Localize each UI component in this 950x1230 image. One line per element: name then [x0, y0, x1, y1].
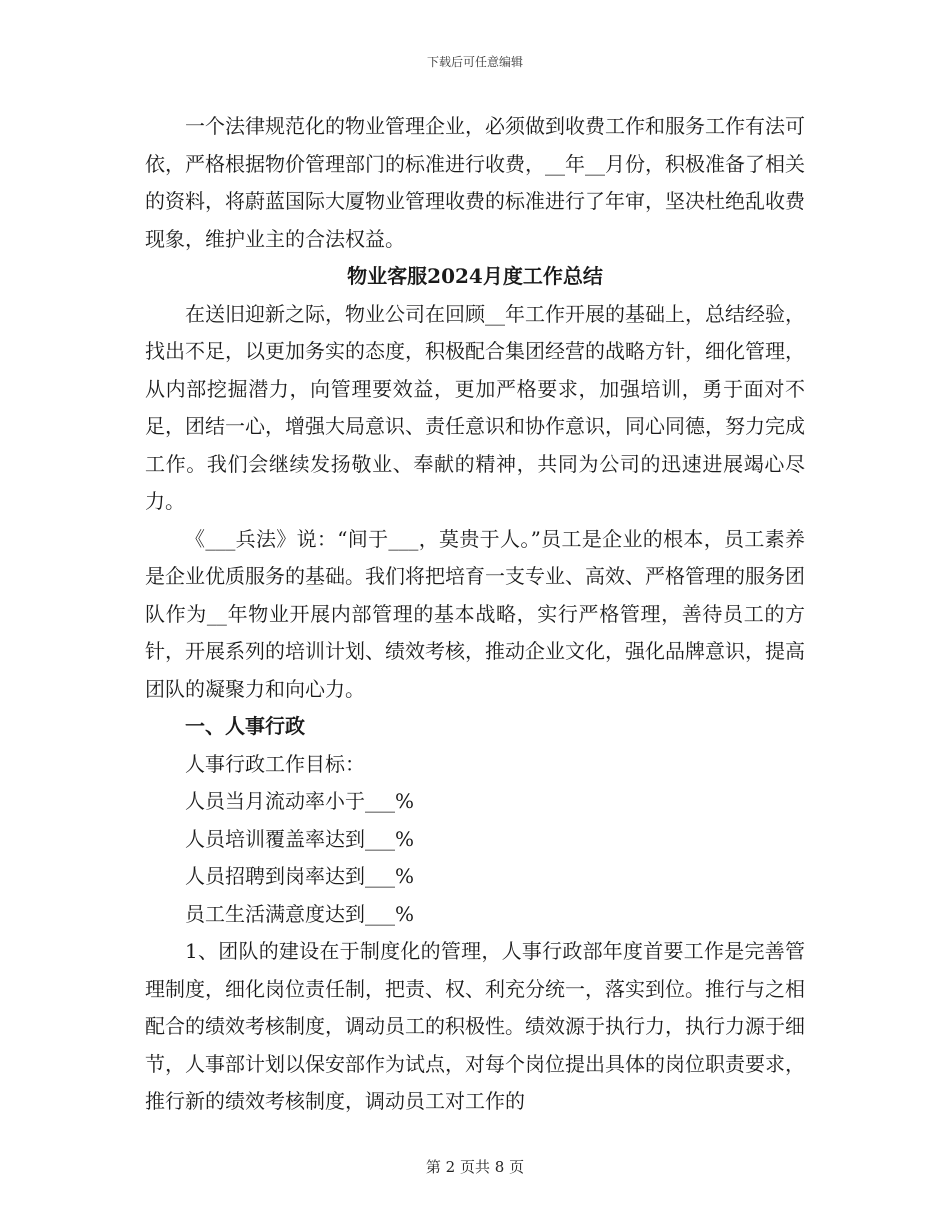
- goal-item: 人员当月流动率小于___%: [185, 789, 415, 813]
- paragraph-team-building: 1、团队的建设在于制度化的管理，人事行政部年度首要工作是完善管理制度，细化岗位责任制，把责、权、利充分统一，落实到位。推行与之相配合的绩效考核制度，调动员工的积极性。绩效源于执行力，执行力源于细节，人事部计划以保安部作为试点，对每个岗位提出具体的岗位职责要求，推行新的绩效考核制度，调动员工对工作的: [145, 939, 805, 1113]
- goals-label: 人事行政工作目标：: [185, 751, 365, 776]
- section-heading-personnel: 一、人事行政: [185, 714, 305, 738]
- document-title: 物业客服2024月度工作总结: [347, 264, 603, 288]
- document-body: [145, 108, 805, 1121]
- paragraph-fee-standards: 一个法律规范化的物业管理企业，必须做到收费工作和服务工作有法可依，严格根据物价管理部门的标准进行收费，__年__月份，积极准备了相关的资料，将蔚蓝国际大厦物业管理收费的标准进行了年审，坚决杜绝乱收费现象，维护业主的合法权益。: [145, 114, 805, 251]
- page-header: 下载后可任意编辑: [426, 55, 523, 69]
- goal-item: 人员培训覆盖率达到___%: [185, 826, 415, 851]
- paragraph-introduction: 在送旧迎新之际，物业公司在回顾__年工作开展的基础上，总结经验，找出不足，以更加务实的态度，积极配合集团经营的战略方针，细化管理，从内部挖掘潜力，向管理要效益，更加严格要求，加强培训，勇于面对不足，团结一心，增强大局意识、责任意识和协作意识，同心同德，努力完成工作。我们会继续发扬敬业、奉献的精神，共同为公司的迅速进展竭心尽力。: [145, 301, 805, 513]
- goal-item: 人员招聘到岗率达到___%: [185, 864, 415, 888]
- page-footer: 第 2 页共 8 页: [425, 1158, 525, 1176]
- goal-item: 员工生活满意度达到___%: [185, 901, 415, 926]
- paragraph-staff-strategy: 《___兵法》说：“间于___，莫贵于人。”员工是企业的根本，员工素养是企业优质服务的基础。我们将把培育一支专业、高效、严格管理的服务团队作为__年物业开展内部管理的基本战略，实行严格管理，善待员工的方针，开展系列的培训计划、绩效考核，推动企业文化，强化品牌意识，提高团队的凝聚力和向心力。: [145, 526, 805, 701]
